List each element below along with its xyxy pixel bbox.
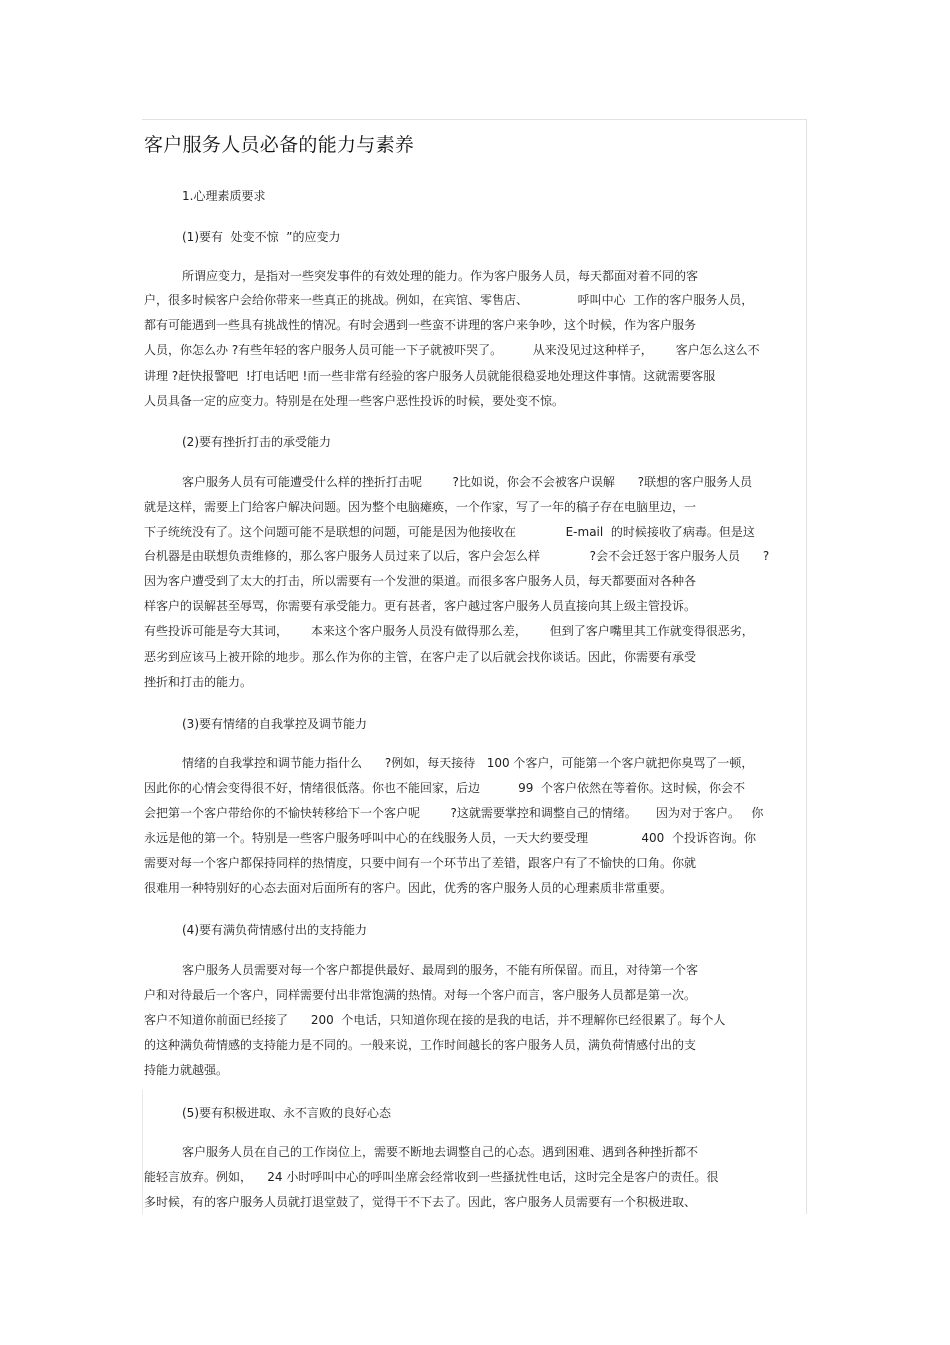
paragraph-line: 情绪的自我掌控和调节能力指什么 ?例如，每天接待 100 个客户，可能第一个客户就把你臭骂了一顿，	[182, 756, 754, 770]
subsection-heading-5: (5)要有积极进取、永不言败的良好心态	[182, 1106, 391, 1120]
document-title: 客户服务人员必备的能力与素养	[144, 134, 415, 156]
section-heading: 1.心理素质要求	[182, 189, 266, 203]
paragraph-line: 都有可能遇到一些具有挑战性的情况。有时会遇到一些蛮不讲理的客户来争吵，这个时候，作为客户服务	[144, 318, 697, 332]
subsection-heading-4: (4)要有满负荷情感付出的支持能力	[182, 923, 367, 937]
paragraph-line: 下子统统没有了。这个问题可能不是联想的问题，可能是因为他接收在 E-mail 的时候接收了病毒。但是这	[144, 525, 755, 539]
paragraph-line: 讲理 ?赶快报警吧 !打电话吧 !而一些非常有经验的客户服务人员就能很稳妥地处理这件事情。这就需要客服	[144, 369, 716, 383]
subsection-heading-1: (1)要有 处变不惊 ”的应变力	[182, 230, 341, 244]
paragraph-line: 户和对待最后一个客户，同样需要付出非常饱满的热情。对每一个客户而言，客户服务人员都是第一次。	[144, 988, 697, 1002]
paragraph-line: 客户服务人员在自己的工作岗位上，需要不断地去调整自己的心态。遇到困难、遇到各种挫折都不	[182, 1145, 699, 1159]
paragraph-line: 户，很多时候客户会给你带来一些真正的挑战。例如，在宾馆、零售店、 呼叫中心 工作的客户服务人员，	[144, 293, 754, 307]
paragraph-line: 人员具备一定的应变力。特别是在处理一些客户恶性投诉的时候，要处变不惊。	[144, 394, 565, 408]
paragraph-line: 客户服务人员需要对每一个客户都提供最好、最周到的服务，不能有所保留。而且，对待第一个客	[182, 963, 699, 977]
paragraph-line: 恶劣到应该马上被开除的地步。那么作为你的主管，在客户走了以后就会找你谈话。因此，你需要有承受	[144, 650, 697, 664]
paragraph-line: 台机器是由联想负责维修的，那么客户服务人员过来了以后，客户会怎么样 ?会不会迁怒于客户服务人员 ?	[144, 549, 770, 563]
paragraph-line: 多时候，有的客户服务人员就打退堂鼓了，觉得干不下去了。因此，客户服务人员需要有一个积极进取、	[144, 1195, 697, 1209]
paragraph-line: 因为客户遭受到了太大的打击，所以需要有一个发泄的渠道。而很多客户服务人员，每天都要面对各种各	[144, 574, 697, 588]
paragraph-line: 客户不知道你前面已经接了 200 个电话，只知道你现在接的是我的电话，并不理解你已经很累了。每个人	[144, 1013, 726, 1027]
subsection-heading-3: (3)要有情绪的自我掌控及调节能力	[182, 717, 367, 731]
paragraph-line: 因此你的心情会变得很不好，情绪很低落。你也不能回家，后边 99 个客户依然在等着你。这时候，你会不	[144, 781, 746, 795]
paragraph-line: 很难用一种特别好的心态去面对后面所有的客户。因此，优秀的客户服务人员的心理素质非常重要。	[144, 881, 673, 895]
paragraph-line: 挫折和打击的能力。	[144, 675, 253, 689]
paragraph-line: 会把第一个客户带给你的不愉快转移给下一个客户呢 ?这就需要掌控和调整自己的情绪。 因为对于客户。 你	[144, 806, 764, 820]
subsection-heading-2: (2)要有挫折打击的承受能力	[182, 435, 331, 449]
page-border-right	[806, 119, 807, 1214]
paragraph-line: 有些投诉可能是夸大其词， 本来这个客户服务人员没有做得那么差， 但到了客户嘴里其工作就变得很恶劣，	[144, 624, 754, 638]
paragraph-line: 就是这样，需要上门给客户解决问题。因为整个电脑瘫痪，一个作家，写了一年的稿子存在电脑里边，一	[144, 500, 697, 514]
paragraph-line: 客户服务人员有可能遭受什么样的挫折打击呢 ?比如说，你会不会被客户误解 ?联想的客户服务人员	[182, 475, 753, 489]
paragraph-line: 需要对每一个客户都保持同样的热情度，只要中间有一个环节出了差错，跟客户有了不愉快的口角。你就	[144, 856, 697, 870]
paragraph-line: 所谓应变力，是指对一些突发事件的有效处理的能力。作为客户服务人员，每天都面对着不同的客	[182, 269, 699, 283]
paragraph-line: 样客户的误解甚至辱骂，你需要有承受能力。更有甚者，客户越过客户服务人员直接向其上级主管投诉。	[144, 599, 697, 613]
paragraph-line: 永远是他的第一个。特别是一些客户服务呼叫中心的在线服务人员，一天大约要受理 400 个投诉咨询。你	[144, 831, 756, 845]
paragraph-line: 的这种满负荷情感的支持能力是不同的。一般来说，工作时间越长的客户服务人员，满负荷情感付出的支	[144, 1038, 697, 1052]
paragraph-line: 人员，你怎么办 ?有些年轻的客户服务人员可能一下子就被吓哭了。 从来没见过这种样子， 客户怎么这么不	[144, 343, 760, 357]
page-border-left	[142, 1090, 143, 1214]
paragraph-line: 能轻言放弃。例如， 24 小时呼叫中心的呼叫坐席会经常收到一些搔扰性电话，这时完全是客户的责任。很	[144, 1170, 719, 1184]
page-border-top	[142, 119, 807, 120]
paragraph-line: 持能力就越强。	[144, 1063, 229, 1077]
